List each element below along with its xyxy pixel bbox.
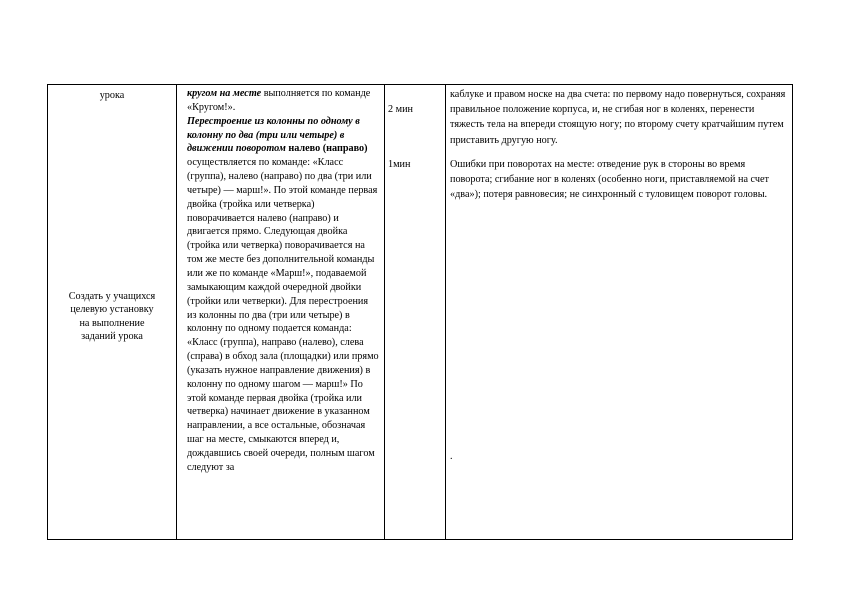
content-bold-phrase: налево (направо)	[288, 143, 368, 155]
time-value: 1мин	[388, 159, 411, 170]
notes-paragraph: Ошибки при поворотах на месте: отведение рук в стороны во время поворота; сгибание ног в коленях (особенно ноги, приставляемой на счет «два»); потеря равновесия; не синхронный с туловищем поворот головы.	[450, 158, 769, 201]
content-italic-phrase: кругом на месте	[187, 88, 262, 99]
content-text-part: осуществляется по команде: «Класс (группа), налево (направо) по два (три или четыре) — марш!». По этой команде первая двойка (тройка или четверка) поворачивается налево (направо) и двигается прямо. Следующая двойка (тройка или четверка) поворачивается на том же месте без дополнительной команды или же по команде «Марш!», подаваемой замыкающим каждой очередной двойки (тройки или четверки). Для перестроения из колонны по два (три или четыре) в колонну по одному подается команда: «Класс (группа), направо (налево), слева (справа) в обход зала (площадки) или прямо (указать нужное направление движения) в колонну по одному шагом — марш!» По этой команде первая двойка (тройка или четверка) начинает движение в указанном направлении, а все остальные, обозначая шаг на месте, смыкаются вперед и, дождавшись своей очереди, полным шагом следуют за	[187, 157, 379, 473]
stray-dot: .	[450, 451, 453, 462]
notes-cell	[446, 85, 793, 540]
content-cell	[177, 85, 385, 540]
table-row	[48, 85, 793, 540]
stage-label: урока	[99, 90, 125, 101]
notes-paragraph: каблуке и правом носке на два счета: по первому надо повернуться, сохраняя правильное положение корпуса, и, не сгибая ног в коленях, перенести тяжесть тела на впереди стоящую ногу; по второму счету кратчайшим путем приставить другую ногу.	[450, 89, 786, 146]
content-heading: Перестроение из колонны по одному в колонну по два (три или четыре) в движении поворотом	[187, 115, 360, 155]
stage-cell	[48, 85, 177, 540]
content-text	[187, 87, 380, 475]
lesson-plan-table	[47, 84, 793, 540]
time-cell	[385, 85, 446, 540]
content-text-part: выполняется по команде «Кругом!».	[187, 88, 371, 113]
stage-goal: Создать у учащихся целевую установку на выполнение заданий урока	[68, 291, 156, 343]
time-value: 2 мин	[388, 104, 413, 115]
notes-text	[450, 87, 788, 202]
